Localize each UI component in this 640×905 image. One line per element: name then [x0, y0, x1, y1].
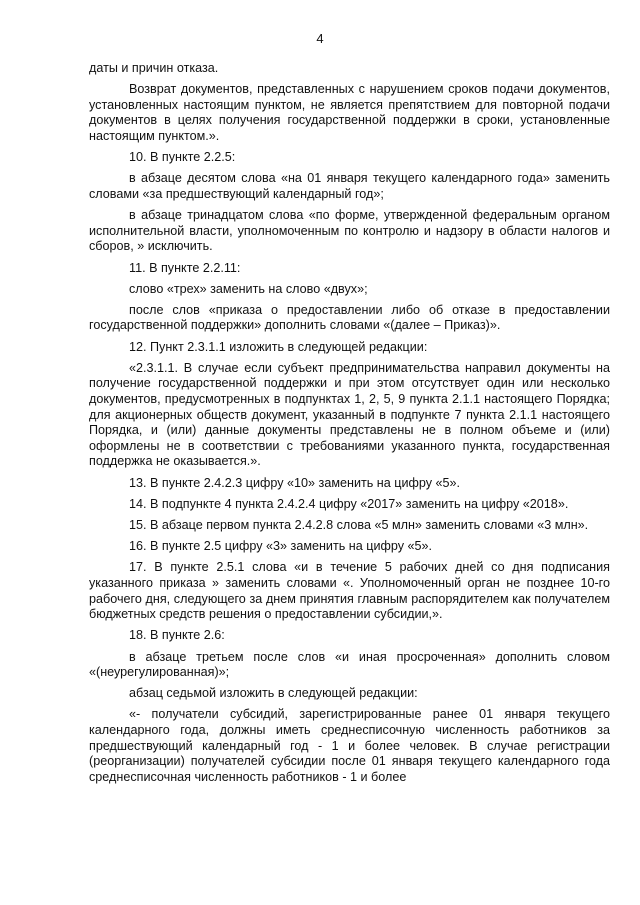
paragraph: 12. Пункт 2.3.1.1 изложить в следующей редакции: [129, 339, 428, 354]
paragraph: 15. В абзаце первом пункта 2.4.2.8 слова «5 млн» заменить словами «3 млн». [129, 517, 589, 532]
paragraph: Возврат документов, представленных с нарушением сроков подачи документов, установленных настоящим пунктом, не является препятствием для повторной подачи документов в целях получения государственной поддержки в сроки, установленные настоящим пунктом.». [89, 82, 610, 143]
document-body [89, 61, 610, 791]
paragraph: 16. В пункте 2.5 цифру «3» заменить на цифру «5». [129, 539, 433, 554]
paragraph: 14. В подпункте 4 пункта 2.4.2.4 цифру «2017» заменить на цифру «2018». [129, 496, 569, 511]
paragraph: в абзаце десятом слова «на 01 января текущего календарного года» заменить словами «за предшествующий календарный год»; [89, 171, 610, 201]
paragraph: даты и причин отказа. [89, 61, 219, 75]
paragraph: в абзаце тринадцатом слова «по форме, утвержденной федеральным органом исполнительной власти, уполномоченным по контролю и надзору в области налогов и сборов, » исключить. [89, 208, 610, 254]
paragraph: 18. В пункте 2.6: [129, 628, 225, 643]
paragraph: в абзаце третьем после слов «и иная просроченная» дополнить словом «(неурегулированная)»; [89, 649, 610, 680]
paragraph: слово «трех» заменить на слово «двух»; [129, 281, 368, 296]
paragraph: абзац седьмой изложить в следующей редакции: [129, 686, 418, 701]
paragraph: 11. В пункте 2.2.11: [129, 260, 241, 275]
paragraph: 13. В пункте 2.4.2.3 цифру «10» заменить на цифру «5». [129, 475, 461, 490]
paragraph: «2.3.1.1. В случае если субъект предпринимательства направил документы на получение государственной поддержки и при этом отсутствует один или несколько документов, предусмотренных в подпунктах 1, 2, 5, 9 пункта 2.1.1 настоящего Порядка; для акционерных обществ документ, указанный в подпункте 7 пункта 2.1.1 настоящего Порядка, и (или) данные документы представлены не в полном объеме и (или) оформлены не в соответствии с требованиями указанного пункта, государственная поддержка не оказывается.». [89, 360, 610, 469]
page-number: 4 [316, 31, 324, 46]
paragraph: 10. В пункте 2.2.5: [129, 150, 236, 165]
paragraph: 17. В пункте 2.5.1 слова «и в течение 5 рабочих дней со дня подписания указанного приказа » заменить словами «. Уполномоченный орган не позднее 10-го рабочего дня, следующего за днем принятия главным распорядителем как получателем бюджетных средств решения о предоставлении субсидии,». [89, 560, 610, 622]
paragraph: после слов «приказа о предоставлении либо об отказе в предоставлении государственной поддержки» дополнить словами «(далее – Приказ)». [89, 302, 610, 333]
paragraph: «- получатели субсидий, зарегистрированные ранее 01 января текущего календарного года, должны иметь среднесписочную численность работников за предшествующий календарный год - 1 и более человек. В случае регистрации (реорганизации) получателей субсидии после 01 января текущего календарного года среднесписочная численность работников - 1 и более [89, 707, 610, 784]
